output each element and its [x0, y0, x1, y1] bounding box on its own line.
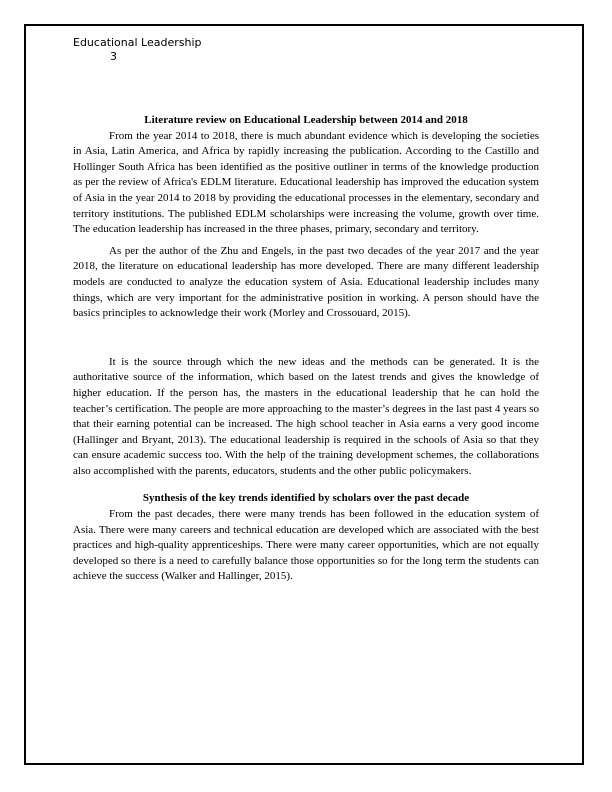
- spacer: [73, 322, 539, 355]
- section-heading-literature-review: Literature review on Educational Leadership between 2014 and 2018: [144, 114, 468, 126]
- page-number: 3: [110, 50, 117, 63]
- paragraph: From the year 2014 to 2018, there is much abundant evidence which is developing the societies in Asia, Latin America, and Africa by rapidly increasing the publication. According to the Castillo and Hollinger South Africa has been identified as the positive outliner in terms of the knowledge production as per the review of Africa's EDLM literature. Educational leadership has improved the education system of Asia in the year 2014 to 2018 by providing the educational processes in the elementary, secondary and territory institutions. The published EDLM scholarships were increasing the volume, growth over time. The education leadership has increased in the three phases, primary, secondary and territory.: [73, 129, 539, 236]
- running-header: [73, 36, 202, 64]
- document-body: [73, 113, 539, 591]
- section-heading-synthesis: Synthesis of the key trends identified by scholars over the past decade: [142, 492, 470, 505]
- paragraph: From the past decades, there were many trends has been followed in the education system of Asia. There were many careers and technical education are developed which are associated with the best practices and high-quality apprenticeships. There were many career opportunities, which are not equally developed so there is a need to carefully balance those opportunities so for the long term the students can achieve the success (Walker and Hallinger, 2015).: [73, 508, 539, 583]
- paragraph: It is the source through which the new ideas and the methods can be generated. It is the authoritative source of the information, which based on the latest trends and gives the knowledge of higher education. If the person has, the masters in the educational leadership that he can hold the teacher’s certification. The people are more approaching to the master’s degrees in the last past 4 years so that their earning potential can be increased. The high school teacher in Asia earns a very good income (Hallinger and Bryant, 2013). The educational leadership is required in the schools of Asia so that they can ensure academic success too. With the help of the training development schemes, the collaborations also accomplished with the parents, educators, students and the other public policymakers.: [73, 355, 539, 477]
- header-title: Educational Leadership: [73, 36, 202, 49]
- paragraph: As per the author of the Zhu and Engels, in the past two decades of the year 2017 and the year 2018, the literature on educational leadership has more developed. There are many different leadership models are conducted to analyze the education system of Asia. Educational leadership includes many things, which are very important for the administrative position in working. A person should have the basics principles to acknowledge their work (Morley and Crossouard, 2015).: [73, 244, 539, 320]
